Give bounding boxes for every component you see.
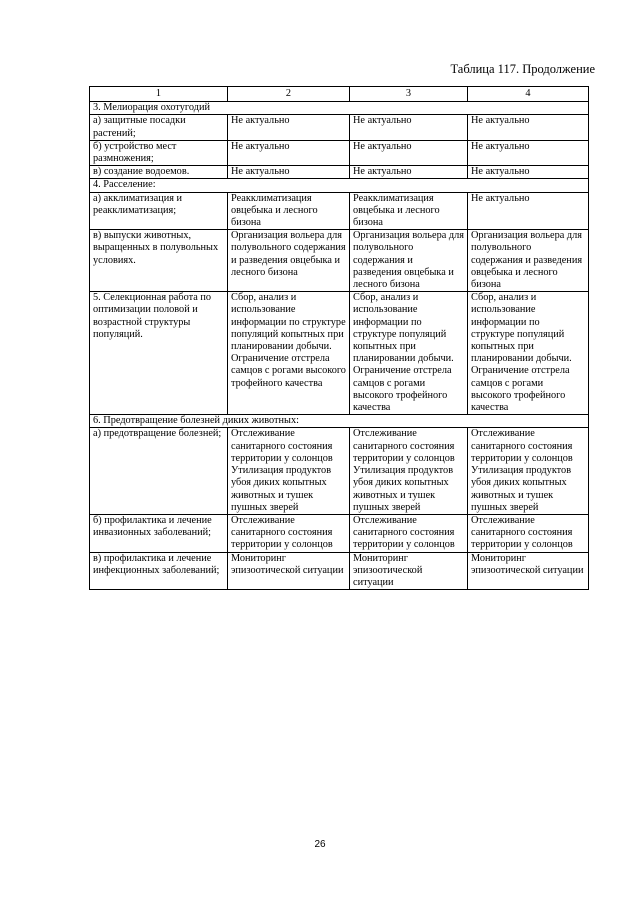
table-header-row [90,87,589,102]
section-title: 4. Расселение: [90,179,589,192]
row-label: а) акклиматизация и реакклиматизация; [90,192,228,230]
table-cell: Не актуально [350,140,468,165]
table-cell: Реакклиматизация овцебыка и лесного бизона [228,192,350,230]
table-row [90,115,589,140]
table-cell: Сбор, анализ и использование информации по структуре популяций копытных при планировании добычи. Ограничение отстрела самцов с рогами высокого трофейного качества [228,292,350,415]
data-table [89,86,589,590]
table-cell: Реакклиматизация овцебыка и лесного бизона [350,192,468,230]
table-cell: Отслеживание санитарного состояния территории у солонцов [468,514,589,552]
table-row [90,552,589,590]
section-row [90,179,589,192]
row-label: б) профилактика и лечение инвазионных заболеваний; [90,514,228,552]
table-cell: Не актуально [228,115,350,140]
column-header: 4 [468,87,589,102]
table-row [90,192,589,230]
table-cell: Отслеживание санитарного состояния территории у солонцов Утилизация продуктов убоя диких копытных животных и тушек пушных зверей [350,428,468,514]
section-row [90,415,589,428]
table-cell: Не актуально [468,140,589,165]
table-cell: Мониторинг эпизоотической ситуации [228,552,350,590]
row-label: в) профилактика и лечение инфекционных заболеваний; [90,552,228,590]
table-cell: Отслеживание санитарного состояния территории у солонцов Утилизация продуктов убоя диких копытных животных и тушек пушных зверей [468,428,589,514]
table-row [90,166,589,179]
table-cell: Не актуально [228,140,350,165]
section-row [90,102,589,115]
table-caption: Таблица 117. Продолжение [450,62,595,76]
row-label: в) создание водоемов. [90,166,228,179]
table-cell: Сбор, анализ и использование информации по структуре популяций копытных при планировании добычи. Ограничение отстрела самцов с рогами высокого трофейного качества [350,292,468,415]
table-cell: Не актуально [468,115,589,140]
table-row [90,140,589,165]
table-row [90,428,589,514]
table-cell: Не актуально [350,115,468,140]
row-label: а) предотвращение болезней; [90,428,228,514]
table-cell: Организация вольера для полувольного содержания и разведения овцебыка и лесного бизона [468,230,589,292]
table-cell: Не актуально [228,166,350,179]
table-cell: Отслеживание санитарного состояния территории у солонцов [228,514,350,552]
table-cell: Не актуально [468,166,589,179]
column-header: 1 [90,87,228,102]
row-label: 5. Селекционная работа по оптимизации половой и возрастной структуры популяций. [90,292,228,415]
table-cell: Организация вольера для полувольного содержания и разведения овцебыка и лесного бизона [350,230,468,292]
table-cell: Организация вольера для полувольного содержания и разведения овцебыка и лесного бизона [228,230,350,292]
page-number: 26 [314,839,326,850]
table-cell: Отслеживание санитарного состояния территории у солонцов [350,514,468,552]
table-row [90,230,589,292]
table-row [90,514,589,552]
table-cell: Мониторинг эпизоотической ситуации [350,552,468,590]
table-cell: Мониторинг эпизоотической ситуации [468,552,589,590]
row-label: б) устройство мест размножения; [90,140,228,165]
table-cell: Не актуально [468,192,589,230]
table-cell: Сбор, анализ и использование информации по структуре популяций копытных при планировании добычи. Ограничение отстрела самцов с рогами высокого трофейного качества [468,292,589,415]
column-header: 3 [350,87,468,102]
row-label: а) защитные посадки растений; [90,115,228,140]
table-cell: Не актуально [350,166,468,179]
column-header: 2 [228,87,350,102]
table-cell: Отслеживание санитарного состояния территории у солонцов Утилизация продуктов убоя диких копытных животных и тушек пушных зверей [228,428,350,514]
section-title: 3. Мелиорация охотугодий [90,102,589,115]
table-row [90,292,589,415]
row-label: в) выпуски животных, выращенных в полувольных условиях. [90,230,228,292]
section-title: 6. Предотвращение болезней диких животных: [90,415,589,428]
